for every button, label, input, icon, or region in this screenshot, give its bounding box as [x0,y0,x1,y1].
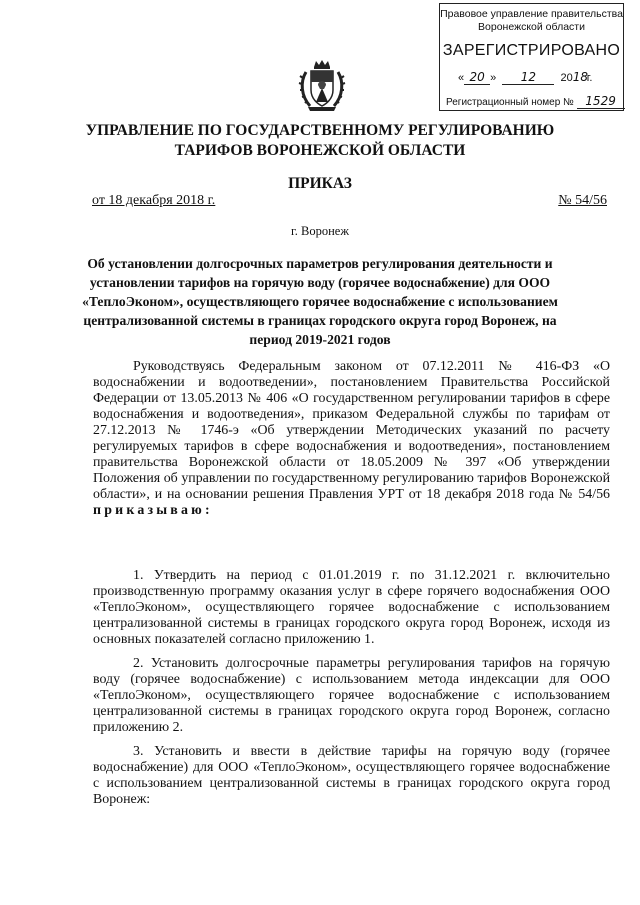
document-number: № 54/56 [558,193,607,208]
stamp-date: « 20 » 12 2018г. [458,70,593,84]
document-city: г. Воронеж [291,224,349,238]
registration-stamp [439,3,624,111]
stamp-date-year-prefix: 20 [560,72,573,84]
organization-title [60,121,580,161]
order-word: приказываю: [93,503,213,518]
document-type: ПРИКАЗ [288,175,352,192]
stamp-reg-number: 1529 [577,94,625,109]
preamble-text: Руководствуясь Федеральным законом от 07.12.2011 № 416-ФЗ «О водоснабжении и водоотведении», постановлением Правительства Российской Федерации от 13.05.2013 № 406 «О государственном регулировании тарифов в сфере водоснабжения и водоотведения», приказом Федеральной службы по тарифам от 27.12.2013 № 1746-э «Об утверждении Методических указаний по расчету регулируемых тарифов в сфере водоснабжения и водоотведения», постановлением правительства Воронежской области от 18.05.2009 № 397 «Об утверждении Положения об управлении по государственному регулированию тарифов Воронежской области», и на основании решения Правления УРТ от 18 декабря 2018 года № 54/56 [93,359,610,502]
stamp-authority-line1: Правовое управление правительства [440,8,623,20]
stamp-date-day: 20 [464,70,490,85]
stamp-date-month: 12 [502,70,554,85]
stamp-reg-label: Регистрационный номер № [446,97,574,108]
paragraph-3: 3. Установить и ввести в действие тарифы на горячую воду (горячее водоснабжение) для ООО «ТеплоЭконом», осуществляющего горячее водоснабжение с использованием централизованной системы в границах городского округа город Воронеж: [93,744,610,807]
document-date: от 18 декабря 2018 г. [92,193,216,208]
stamp-date-year: 18 [572,70,589,84]
organization-title-line1: УПРАВЛЕНИЕ ПО ГОСУДАРСТВЕННОМУ РЕГУЛИРОВАНИЮ [85,122,555,139]
coat-of-arms-emblem [298,58,346,114]
preamble [93,359,610,519]
stamp-registration-number [446,94,621,109]
stamp-date-year-suffix: г. [586,72,593,84]
paragraph-1: 1. Утвердить на период с 01.01.2019 г. по 31.12.2021 г. включительно производственную программу оказания услуг в сфере горячего водоснабжения ООО «ТеплоЭконом», осуществляющего горячее водоснабжение с использованием централизованной системы в границах городского округа город Воронеж, исходя из основных показателей согласно приложению 1. [93,568,610,647]
stamp-registered-label: ЗАРЕГИСТРИРОВАНО [442,42,621,59]
paragraph-2: 2. Установить долгосрочные параметры регулирования тарифов на горячую воду (горячее водоснабжение) с использованием метода индексации для ООО «ТеплоЭконом», осуществляющего горячее водоснабжение с использованием централизованной системы в границах городского округа город Воронеж, согласно приложению 2. [93,656,610,735]
organization-title-line2: ТАРИФОВ ВОРОНЕЖСКОЙ ОБЛАСТИ [174,142,466,159]
stamp-authority-line2: Воронежской области [478,21,585,33]
order-subject: Об установлении долгосрочных параметров регулирования деятельности и установлении тарифов на горячую воду (горячее водоснабжение) для ООО «ТеплоЭконом», осуществляющего горячее водоснабжение с использованием централизованной системы в границах городского округа город Воронеж, на период 2019-2021 годов [82,256,558,347]
